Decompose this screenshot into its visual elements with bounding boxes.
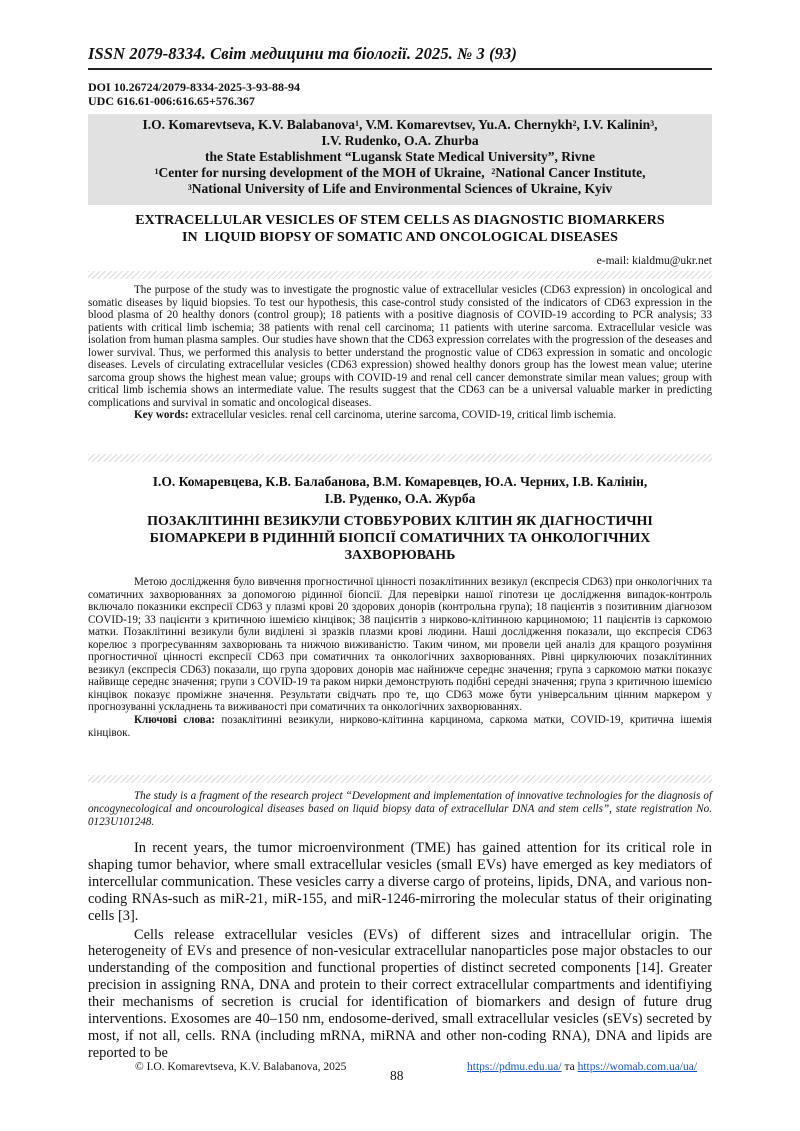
affiliation-text: National University of Life and Environmental Sciences of Ukraine, Kyiv <box>191 181 613 196</box>
article-title-ua <box>88 513 712 564</box>
contact-email: e-mail: kialdmu@ukr.net <box>596 255 712 267</box>
title-line: БІОМАРКЕРИ В РІДИННІЙ БІОПСІЇ СОМАТИЧНИХ ТА ОНКОЛОГІЧНИХ <box>149 531 651 546</box>
authors-ua <box>88 473 712 507</box>
footer-links <box>467 1061 697 1073</box>
authors-line-2: I.V. Rudenko, O.A. Zhurba <box>321 133 479 148</box>
abstract-en-text: The purpose of the study was to investigate the prognostic value of extracellular vesicles (CD63 expression) in oncological and somatic diseases by liquid biopsies. To test our hypothesis, this case-control study consisted of the indicators of CD63 expression in the blood plasma of 20 healthy donors (control group); 18 patients with a positive diagnosis of COVID-19 according to PCR analysis; 33 patients with critical limb ischemia; 38 patients with renal cell carcinoma; 11 patients with uterine sarcoma. Extracellular vesicle was isolation from human plasma samples. Our studies have shown that the CD63 expression correlates with the progression of the deseases and lower survival. Thus, we performed this analysis to better understand the prognostic value of CD63 expression in somatic and oncologic diseases. Levels of circulating extracellular vesicles (CD63 expression) showed healthy donors group has the lowest mean value; uterine sarcoma group shows the highest mean value; groups with COVID-19 and renal cell cancer demonstrate similar mean values; group with critical limb ischemia shows an intermediate value. The results suggest that the CD63 can be a universal valuable marker in predicting complications and survival in somatic and oncological diseases. <box>88 284 712 409</box>
affiliation-text: National Cancer Institute, <box>495 165 646 180</box>
keywords-text: extracellular vesicles. renal cell carcinoma, uterine sarcoma, COVID-19, critical limb ischemia. <box>188 409 617 422</box>
udc: UDC 616.61-006:616.65+576.367 <box>88 94 255 108</box>
footer-separator: та <box>561 1061 578 1073</box>
body-paragraph: In recent years, the tumor microenvironment (TME) has gained attention for its critical role in shaping tumor behavior, where small extracellular vesicles (small EVs) have emerged as key mediators of intercellular communication. These vesicles carry a diverse cargo of proteins, lipids, DNA, and various non-coding RNAs-such as miR-21, miR-155, and miR-1246-mirroring the molecular status of their originating cells [3]. <box>88 840 712 924</box>
article-meta <box>88 80 300 108</box>
article-body <box>88 840 712 1064</box>
footer-link-womab[interactable]: https://womab.com.ua/ua/ <box>577 1061 698 1073</box>
funding-note-text: The study is a fragment of the research project “Development and implementation of innovative technologies for the diagnosis of oncogynecological and oncourological diseases based on liquid biopsy data of extracellular DNA and stem cells”, state registration No. 0123U101248. <box>88 790 712 828</box>
keywords-label: Ключові слова: <box>134 714 215 727</box>
title-line: IN LIQUID BIOPSY OF SOMATIC AND ONCOLOGICAL DISEASES <box>182 230 618 245</box>
affiliations-line-1 <box>88 165 712 181</box>
title-line: EXTRACELLULAR VESICLES OF STEM CELLS AS DIAGNOSTIC BIOMARKERS <box>135 213 665 228</box>
header-rule <box>88 68 712 70</box>
abstract-ua <box>88 576 712 739</box>
authors-text: , I.V. Kalinin <box>576 117 651 132</box>
authors-text: , <box>654 117 658 132</box>
footer-copyright: © I.O. Komarevtseva, K.V. Balabanova, 2025 <box>135 1061 347 1073</box>
affiliation-mark: 3 <box>650 119 655 128</box>
title-line: ЗАХВОРЮВАНЬ <box>344 548 456 563</box>
affiliations-line-2 <box>88 181 712 197</box>
footer-link-pdmu[interactable]: https://pdmu.edu.ua/ <box>467 1061 562 1073</box>
authors-ua-line: І.В. Руденко, О.А. Журба <box>324 491 476 506</box>
title-line: ПОЗАКЛІТИННІ ВЕЗИКУЛИ СТОВБУРОВИХ КЛІТИН ЯК ДІАГНОСТИЧНІ <box>147 514 653 529</box>
doi: DOI 10.26724/2079-8334-2025-3-93-88-94 <box>88 80 300 94</box>
abstract-en <box>88 284 712 422</box>
affiliation-mark: 2 <box>572 119 577 128</box>
page-number: 88 <box>390 1068 404 1083</box>
affiliation-mark: 1 <box>154 167 159 176</box>
section-divider <box>88 775 712 783</box>
keywords-en <box>88 409 712 422</box>
authors-affiliations-box <box>88 114 712 205</box>
journal-header: ISSN 2079-8334. Світ медицини та біології. 2025. № 3 (93) <box>88 44 518 63</box>
affiliation-mark: 1 <box>354 119 359 128</box>
keywords-text: позаклітинні везикули, нирково-клітинна карцинома, саркома матки, COVID-19, критична ішемія кінцівок. <box>88 714 712 739</box>
body-paragraph: Cells release extracellular vesicles (EVs) of different sizes and intracellular origin. The heterogeneity of EVs and presence of non-vesicular extracellular nanoparticles pose major obstacles to our understanding of the composition and functional properties of distinct secreted components [14]. Greater precision in assigning RNA, DNA and protein to their correct extracellular compartments and identifiying their mechanisms of secretion is crucial for identification of biomarkers and design of future drug interventions. Exosomes are 40–150 nm, endosome-derived, small extracellular vesicles (sEVs) secreted by most, if not all, cells. RNA (including mRNA, miRNA and other non-coding RNA), DNA and lipids are reported to be <box>88 926 712 1061</box>
authors-text: I.O. Komarevtseva, K.V. Balabanova <box>142 117 355 132</box>
section-divider <box>88 271 712 279</box>
funding-note <box>88 790 712 829</box>
affiliation-text: Center for nursing development of the MOH of Ukraine, <box>158 165 485 180</box>
section-divider <box>88 454 712 462</box>
article-title-en <box>88 212 712 246</box>
abstract-ua-text: Метою дослідження було вивчення прогностичної цінності позаклітинних везикул (експресія CD63) при онкологічних та соматичних захворюваннях за допомогою рідинної біопсії. Для перевірки нашої гіпотези це дослідження випадок-контроль включало показники експресії CD63 у плазмі крові 20 здорових донорів (контрольна група); 18 пацієнтів з позитивним діагнозом COVID-19; 33 пацієнти з критичною ішемією кінцівок; 38 пацієнтів з нирково-клітинною карциномою; 11 пацієнтів із саркомою матки. Позаклітинні везикули були виділені зі зразків плазми крові людини. Наші дослідження показали, що експресія CD63 корелює з прогресуванням захворювань та нижчою виживаністю. Таким чином, ми провели цей аналіз для кращого розуміння прогностичної цінності експресії CD63 при соматичних та онкологічних захворюваннях. Рівні циркулюючих позаклітинних везикул (експресія CD63) показали, що група здорових донорів має найнижче середнє значення; група з саркомою матки показує найвище середнє значення; групи з COVID-19 та раком нирки демонструють подібні середні значення; група з критичною ішемією кінцівок показує проміжне значення. Результати свідчать про те, що CD63 може бути універсальним цінним маркером у прогнозуванні ускладнень та виживаності при соматичних та онкологічних захворюваннях. <box>88 576 712 714</box>
authors-text: , V.M. Komarevtsev, Yu.A. Chernykh <box>358 117 573 132</box>
institution: the State Establishment “Lugansk State Medical University”, Rivne <box>204 149 595 164</box>
keywords-label: Key words: <box>134 409 189 422</box>
keywords-ua <box>88 714 712 739</box>
affiliation-mark: 3 <box>187 183 192 192</box>
authors-ua-line: І.О. Комаревцева, К.В. Балабанова, В.М. Комаревцев, Ю.А. Черних, І.В. Калінін, <box>152 474 648 489</box>
affiliation-mark: 2 <box>491 167 496 176</box>
authors-line-1 <box>88 117 712 133</box>
